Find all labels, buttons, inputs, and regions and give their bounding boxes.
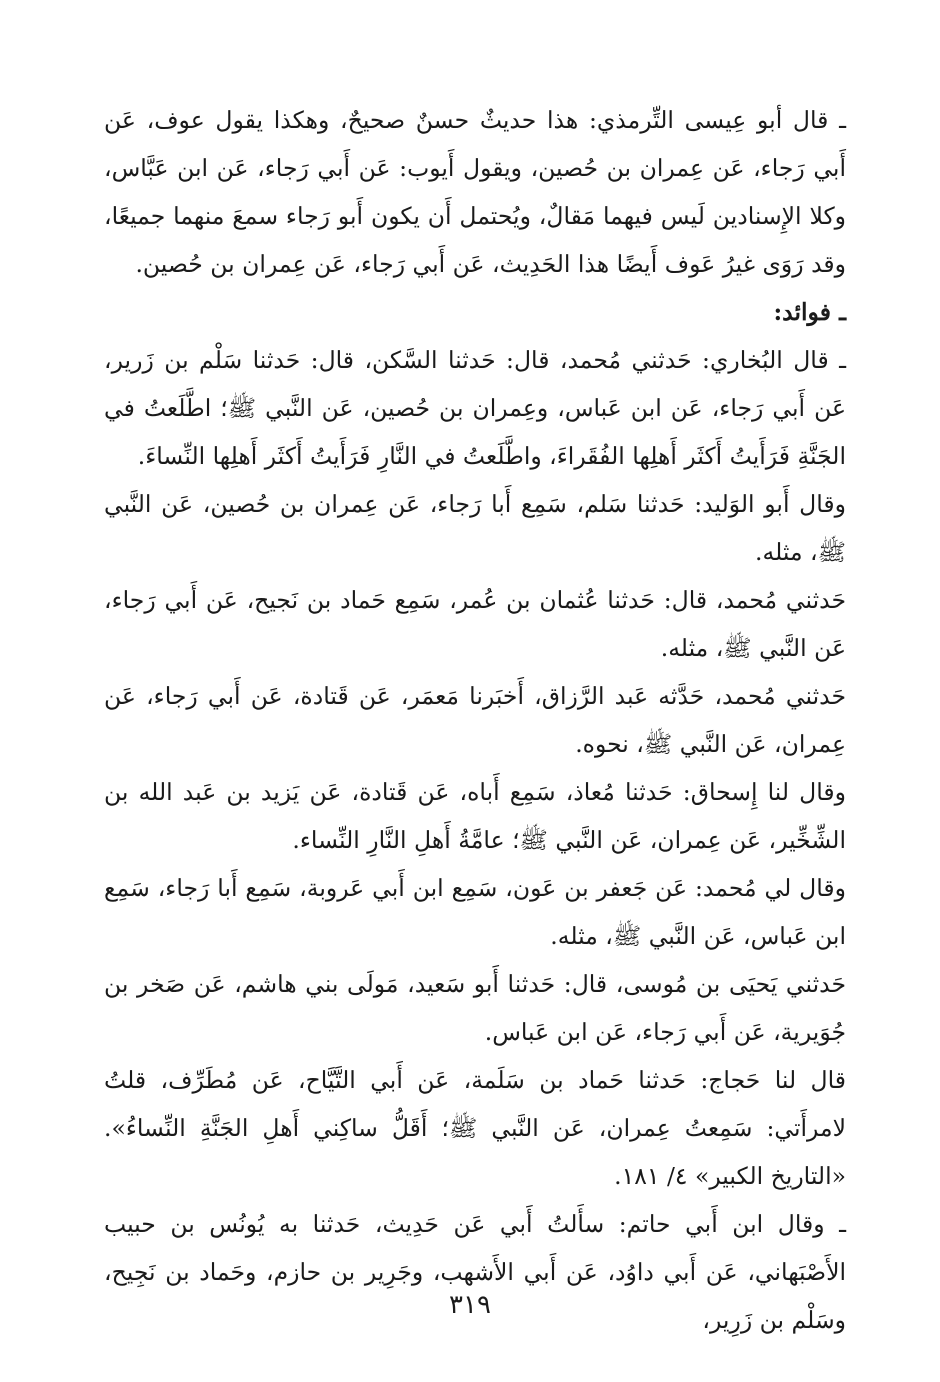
page-body [104, 96, 846, 1344]
paragraph-tirmidhi-comment: ـ قال أبو عِيسى التِّرمذي: هذا حديثٌ حسنٌ صحيحٌ، وهكذا يقول عوف، عَن أَبي رَجاء، عَن عِمران بن حُصين، ويقول أَيوب: عَن أَبي رَجاء، عَن ابن عَبَّاس، وكلا الإِسنادين لَيس فيهما مَقالٌ، ويُحتمل أَن يكون أَبو رَجاء سمعَ منهما جميعًا، وقد رَوَى غيرُ عَوف أَيضًا هذا الحَدِيث، عَن أَبي رَجاء، عَن عِمران بن حُصين. [104, 106, 846, 278]
paragraph-yahya-bin-musa: حَدثني يَحيَى بن مُوسى، قال: حَدثنا أَبو سَعيد، مَولَى بني هاشم، عَن صَخر بن جُوَيرية، عَن أَبي رَجاء، عَن ابن عَباس. [104, 970, 846, 1046]
paragraph-abu-alwalid: وقال أَبو الوَليد: حَدثنا سَلم، سَمِع أَبا رَجاء، عَن عِمران بن حُصين، عَن النَّبي ﷺ، مثله. [104, 490, 846, 566]
paragraph-uthman-bin-umar: حَدثني مُحمد، قال: حَدثنا عُثمان بن عُمر، سَمِع حَماد بن نَجيح، عَن أَبي رَجاء، عَن النَّبي ﷺ، مثله. [104, 586, 846, 662]
paragraph-hajjaj: قال لنا حَجاج: حَدثنا حَماد بن سَلَمة، عَن أَبي التَّيَّاح، عَن مُطَرِّف، قلتُ لامرأَتي: سَمِعتُ عِمران، عَن النَّبي ﷺ؛ أَقَلُّ ساكِني أَهلِ الجَنَّةِ النِّساءُ». «التاريخ الكبير» ٤/ ١٨١. [104, 1066, 846, 1190]
paragraph-jafar-bin-awn: وقال لي مُحمد: عَن جَعفر بن عَون، سَمِع ابن أَبي عَروبة، سَمِع أَبا رَجاء، سَمِع ابن عَباس، عَن النَّبي ﷺ، مثله. [104, 874, 846, 950]
paragraph-bukhari-hadith: ـ قال البُخاري: حَدثني مُحمد، قال: حَدثنا السَّكن، قال: حَدثنا سَلْم بن زَرير، عَن أَبي رَجاء، عَن ابن عَباس، وعِمران بن حُصين، عَن النَّبي ﷺ؛ اطَّلَعتُ في الجَنَّةِ فَرَأَيتُ أَكثَر أَهلِها الفُقَراءَ، واطَّلَعتُ في النَّارِ فَرَأَيتُ أَكثَر أَهلِها النِّساءَ. [104, 346, 846, 470]
page-number: ٣١٩ [449, 1290, 491, 1320]
paragraph-abd-alrazzaq: حَدثني مُحمد، حَدَّثه عَبد الرَّزاق، أَخبَرنا مَعمَر، عَن قَتادة، عَن أَبي رَجاء، عَن عِمران، عَن النَّبي ﷺ، نحوه. [104, 682, 846, 758]
section-heading-fawaid: ـ فوائد: [773, 298, 846, 326]
paragraph-ishaq: وقال لنا إِسحاق: حَدثنا مُعاذ، سَمِع أَباه، عَن قَتادة، عَن يَزيد بن عَبد الله بن الشِّخِّير، عَن عِمران، عَن النَّبي ﷺ؛ عامَّةُ أَهلِ النَّارِ النِّساء. [104, 778, 846, 854]
paragraph-ibn-abi-hatim: ـ وقال ابن أَبي حاتم: سأَلتُ أَبي عَن حَدِيث، حَدثنا به يُونُس بن حبيب الأَصْبَهاني، عَن أَبي داوُد، عَن أَبي الأَشهب، وجَرِير بن حازم، وحَماد بن نَجِيح، وسَلْم بن زَرِير، [104, 1210, 846, 1334]
